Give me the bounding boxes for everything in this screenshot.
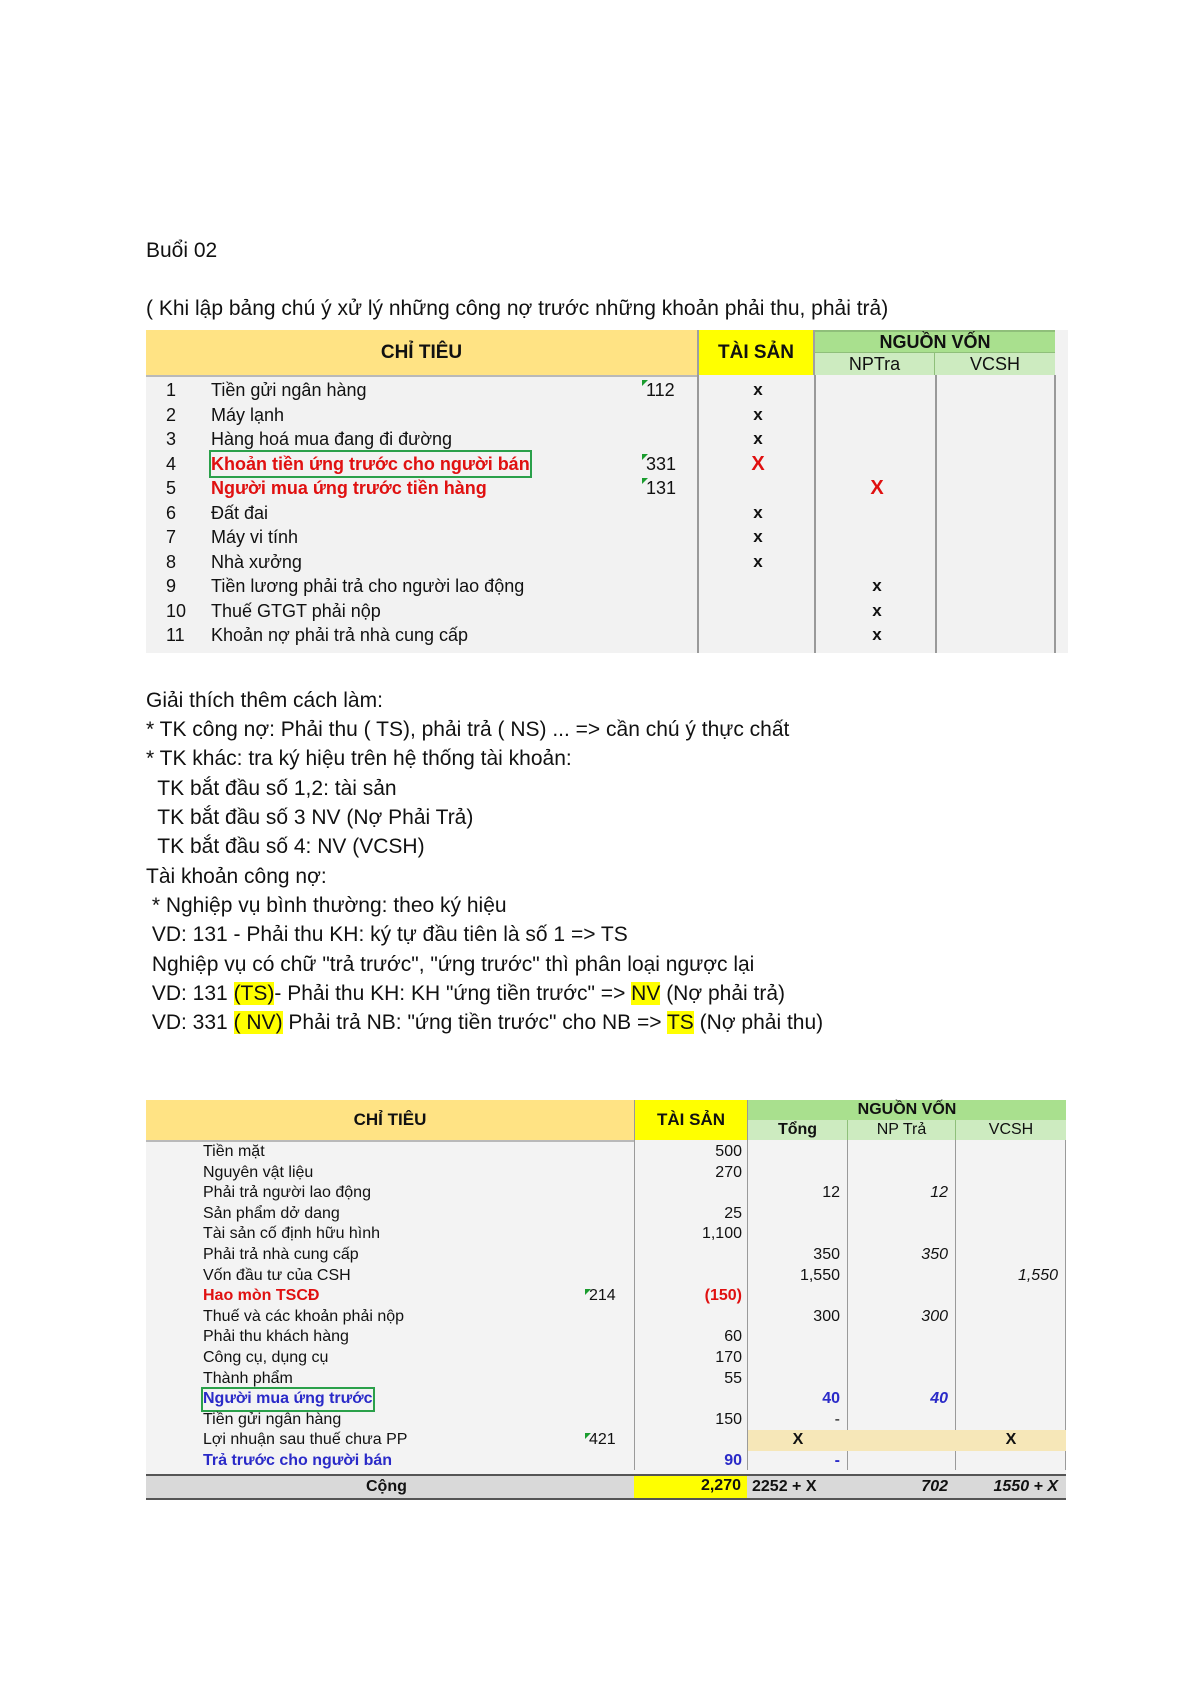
table-row	[146, 1451, 1066, 1472]
text-run: VD: 331	[146, 1011, 234, 1034]
row-label: Phải trả nhà cung cấp	[203, 1246, 359, 1263]
row-label: Người mua ứng trước	[203, 1389, 373, 1410]
highlight-ts: TS	[666, 1011, 694, 1034]
explain-line: Nghiệp vụ có chữ "trả trước", "ứng trước" thì phân loại ngược lại	[146, 953, 755, 976]
row-number: 5	[166, 478, 177, 498]
text-run: (Nợ phải trả)	[660, 982, 785, 1005]
row-number: 6	[166, 502, 177, 523]
nptra-mark: X	[870, 477, 884, 499]
account-code: 421	[589, 1431, 616, 1449]
nptra-mark: x	[872, 625, 882, 644]
tai-san-mark: x	[753, 404, 763, 424]
account-code: 131	[646, 478, 677, 498]
explain-line: TK bắt đầu số 4: NV (VCSH)	[146, 835, 425, 858]
explain-example-331	[146, 1008, 823, 1037]
table-row	[146, 1163, 1066, 1184]
row-number: 8	[166, 551, 177, 572]
table-row	[146, 1224, 1066, 1245]
classification-table	[146, 330, 1068, 653]
row-label: Phải trả người lao động	[203, 1184, 371, 1202]
row-label: Công cụ, dụng cụ	[203, 1349, 329, 1366]
row-label: Tiền lương phải trả cho người lao động	[211, 576, 525, 596]
nptra-mark: x	[872, 600, 882, 620]
tai-san-mark: x	[753, 551, 763, 571]
row-label: Vốn đầu tư của CSH	[203, 1266, 351, 1284]
table-row	[146, 1142, 1066, 1163]
tai-san-value: (150)	[704, 1287, 742, 1305]
row-label: Tiền gửi ngân hàng	[211, 380, 367, 400]
table-row	[146, 378, 1055, 402]
tong-value: 12	[822, 1184, 840, 1202]
tai-san-value: 90	[724, 1452, 742, 1469]
tai-san-mark: x	[753, 527, 763, 546]
tai-san-value: 500	[715, 1143, 742, 1160]
explain-example-131	[146, 979, 785, 1008]
row-label: Hàng hoá mua đang đi đường	[211, 429, 453, 449]
row-number: 11	[166, 625, 185, 645]
text-run: Phải trả NB: "ứng tiền trước" cho NB =>	[282, 1011, 667, 1034]
tai-san-value: 150	[715, 1410, 742, 1428]
np-tra-value: 12	[930, 1184, 948, 1202]
header-tai-san: TÀI SẢN	[634, 1100, 748, 1140]
row-number: 3	[166, 429, 177, 449]
table-row	[146, 452, 1055, 476]
table-row	[146, 1204, 1066, 1225]
header-nguon-von: NGUỒN VỐN	[748, 1100, 1066, 1120]
tai-san-mark: x	[753, 380, 763, 399]
tong-value: 1,550	[799, 1266, 840, 1284]
table-row	[146, 1266, 1066, 1287]
intro-note: ( Khi lập bảng chú ý xử lý những công nợ trước những khoản phải thu, phải trả)	[146, 297, 889, 320]
highlight-nv: ( NV)	[233, 1011, 283, 1034]
row-label: Thuế và các khoản phải nộp	[203, 1307, 405, 1325]
table-row	[146, 476, 1055, 500]
row-number: 1	[166, 380, 177, 400]
row-number: 4	[166, 453, 177, 474]
explain-line: * TK khác: tra ký hiệu trên hệ thống tài khoản:	[146, 747, 572, 770]
tong-value: X	[792, 1431, 804, 1449]
explain-line: TK bắt đầu số 3 NV (Nợ Phải Trả)	[146, 806, 474, 829]
row-label: Khoản nợ phải trả nhà cung cấp	[211, 625, 468, 645]
row-label: Thành phẩm	[203, 1369, 293, 1387]
tong-value: -	[834, 1452, 840, 1469]
table-row	[146, 1307, 1066, 1328]
explain-line: * Nghiệp vụ bình thường: theo ký hiệu	[146, 894, 507, 917]
np-tra-value: 40	[930, 1390, 948, 1408]
header-tai-san: TÀI SẢN	[697, 330, 815, 375]
row-label: Lợi nhuận sau thuế chưa PP	[203, 1431, 408, 1449]
tai-san-value: 270	[715, 1163, 742, 1181]
row-label: Nguyên vật liệu	[203, 1163, 314, 1181]
table-row	[146, 574, 1055, 598]
table-row	[146, 1389, 1066, 1410]
account-code: 112	[646, 380, 675, 400]
explain-line: VD: 131 - Phải thu KH: ký tự đầu tiên là số 1 => TS	[146, 923, 628, 946]
row-label: Sản phẩm dở dang	[203, 1204, 340, 1222]
tai-san-value: 170	[715, 1349, 742, 1366]
text-run: VD: 131	[146, 982, 234, 1005]
total-tong: 2252 + X	[752, 1477, 817, 1495]
row-label: Nhà xưởng	[211, 551, 302, 572]
row-label: Máy vi tính	[211, 527, 299, 547]
vcsh-value: 1,550	[1017, 1266, 1058, 1284]
header-vcsh: VCSH	[956, 1120, 1066, 1140]
np-tra-value: 300	[921, 1307, 948, 1325]
total-tai-san: 2,270	[634, 1476, 747, 1498]
nptra-mark: x	[872, 576, 882, 595]
tai-san-value: 1,100	[701, 1225, 742, 1243]
table-row	[146, 1410, 1066, 1431]
total-label: Cộng	[366, 1477, 407, 1495]
row-label: Phải thu khách hàng	[203, 1328, 349, 1346]
tai-san-mark: x	[753, 429, 763, 448]
row-label: Tiền gửi ngân hàng	[203, 1410, 342, 1428]
row-number: 9	[166, 576, 177, 596]
table-row	[146, 501, 1055, 525]
explain-line: Tài khoản công nợ:	[146, 865, 327, 888]
header-chi-tieu: CHỈ TIÊU	[146, 1100, 634, 1142]
total-np-tra: 702	[921, 1477, 948, 1495]
tai-san-value: 60	[724, 1328, 742, 1346]
tong-value: 40	[822, 1390, 840, 1408]
table-row	[146, 1348, 1066, 1369]
total-row	[146, 1474, 1066, 1500]
np-tra-value: 350	[921, 1246, 948, 1263]
highlight-ts: (TS)	[233, 982, 275, 1005]
header-nptra: NPTra	[815, 352, 935, 375]
explain-line: TK bắt đầu số 1,2: tài sản	[146, 777, 397, 800]
table-row	[146, 1183, 1066, 1204]
row-number: 7	[166, 527, 177, 547]
header-chi-tieu: CHỈ TIÊU	[146, 330, 697, 377]
tai-san-value: 25	[724, 1204, 742, 1222]
table-row	[146, 1430, 1066, 1451]
text-run: (Nợ phải thu)	[693, 1011, 824, 1034]
tai-san-value: 55	[724, 1369, 742, 1387]
row-label: Đất đai	[211, 502, 269, 523]
total-vcsh: 1550 + X	[993, 1477, 1058, 1495]
row-label: Khoản tiền ứng trước cho người bán	[211, 453, 530, 474]
tong-value: -	[834, 1410, 840, 1428]
row-label: Hao mòn TSCĐ	[203, 1287, 320, 1305]
text-run: - Phải thu KH: KH "ứng tiền trước" =>	[274, 982, 632, 1005]
table-row	[146, 525, 1055, 549]
tai-san-mark: X	[751, 452, 765, 475]
row-label: Máy lạnh	[211, 404, 285, 425]
table-row	[146, 1369, 1066, 1390]
header-np-tra: NP Trả	[848, 1120, 956, 1140]
account-code: 331	[646, 453, 677, 474]
row-label: Tiền mặt	[203, 1143, 265, 1160]
account-code: 214	[589, 1287, 616, 1305]
row-label: Trả trước cho người bán	[203, 1452, 393, 1469]
table-row	[146, 427, 1055, 451]
header-nguon-von: NGUỒN VỐN	[815, 330, 1055, 352]
table-row	[146, 623, 1055, 647]
tong-value: 300	[813, 1307, 840, 1325]
table-row	[146, 1327, 1066, 1348]
row-number: 10	[166, 600, 187, 621]
vcsh-value: X	[1005, 1431, 1017, 1449]
row-label: Tài sản cố định hữu hình	[203, 1225, 381, 1243]
row-label: Thuế GTGT phải nộp	[211, 600, 381, 621]
table-row	[146, 1286, 1066, 1307]
tai-san-mark: x	[753, 502, 763, 522]
table-row	[146, 403, 1055, 427]
balance-table	[146, 1100, 1066, 1495]
table-row	[146, 550, 1055, 574]
row-number: 2	[166, 404, 177, 425]
explain-line: * TK công nợ: Phải thu ( TS), phải trả ( NS) ... => cần chú ý thực chất	[146, 718, 790, 741]
explain-line: Giải thích thêm cách làm:	[146, 689, 383, 712]
highlight-nv: NV	[631, 982, 661, 1005]
page-title: Buổi 02	[146, 239, 218, 262]
header-tong: Tổng	[748, 1120, 848, 1140]
table-row	[146, 599, 1055, 623]
header-vcsh: VCSH	[935, 352, 1055, 375]
row-label: Người mua ứng trước tiền hàng	[211, 478, 487, 498]
tong-value: 350	[813, 1246, 840, 1263]
table-row	[146, 1245, 1066, 1266]
